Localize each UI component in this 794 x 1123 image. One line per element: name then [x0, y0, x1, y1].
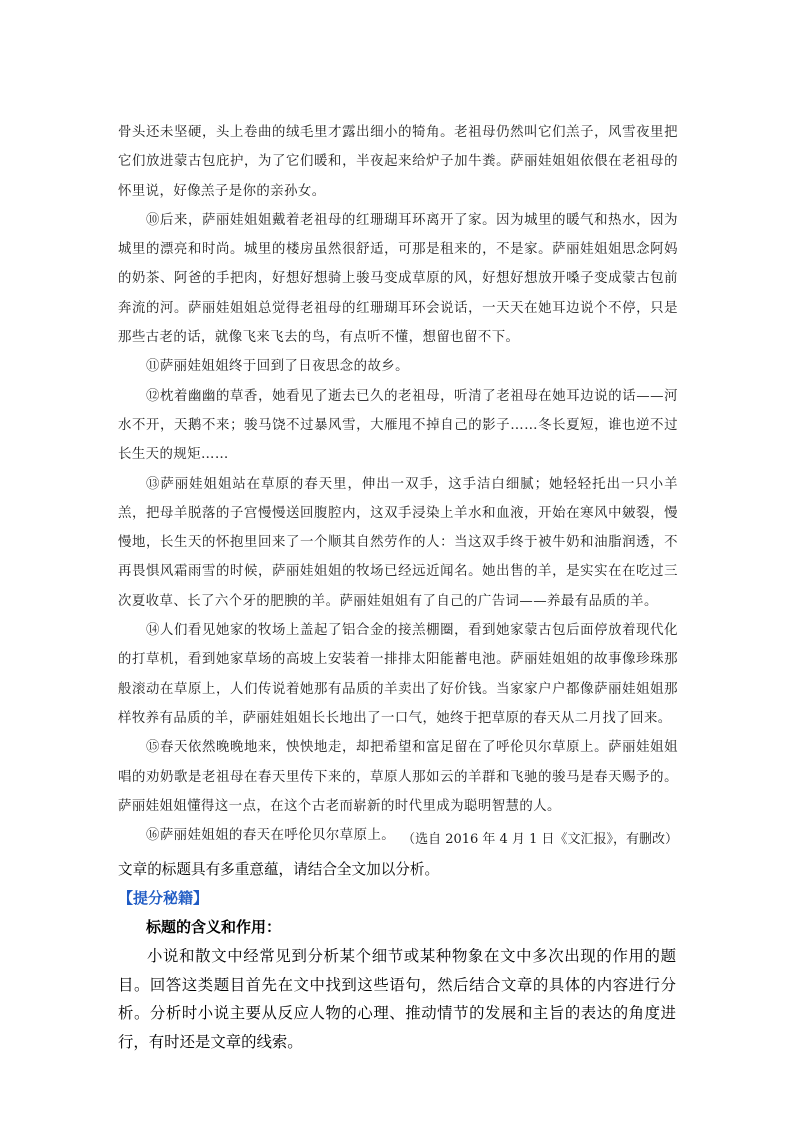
passage-paragraph-continued: 骨头还未坚硬，头上卷曲的绒毛里才露出细小的犄角。老祖母仍然叫它们羔子，风雪夜里把它们放进蒙古包庇护，为了它们暖和，半夜起来给炉子加牛粪。萨丽娃姐姐依偎在老祖母的怀里说，好像羔子是你的亲孙女。 [118, 125, 678, 199]
source-citation: （选自 2016 年 4 月 1 日《文汇报》，有删改） [402, 832, 678, 847]
question-text: 文章的标题具有多重意蕴，请结合全文加以分析。 [118, 861, 440, 878]
passage-paragraph-14: ⑭人们看见她家的牧场上盖起了铝合金的接羔棚圈，看到她家蒙古包后面停放着现代化的打草机，看到她家草场的高坡上安装着一排排太阳能蓄电池。萨丽娃姐姐的故事像珍珠那般滚动在草原上，人们传说着她那有品质的羊卖出了好价钱。当家家户户都像萨丽娃姐姐那样牧养有品质的羊，萨丽娃姐姐长长地出了一口气，她终于把草原的春天从二月找了回来。 [118, 623, 678, 726]
passage-paragraph-11: ⑪萨丽娃姐姐终于回到了日夜思念的故乡。 [146, 359, 409, 375]
passage-paragraph-16: ⑯萨丽娃姐姐的春天在呼伦贝尔草原上。 [146, 828, 396, 844]
passage-paragraph-10: ⑩后来，萨丽娃姐姐戴着老祖母的红珊瑚耳环离开了家。因为城里的暖气和热水，因为城里的漂亮和时尚。城里的楼房虽然很舒适，可那是租来的，不是家。萨丽娃姐姐思念阿妈的奶茶、阿爸的手把肉，好想好想骑上骏马变成草原的风，好想好想放开嗓子变成蒙古包前奔流的河。萨丽娃姐姐总觉得老祖母的红珊瑚耳环会说话，一天天在她耳边说个不停，只是那些古老的话，就像飞来飞去的鸟，有点听不懂，想留也留不下。 [118, 212, 678, 346]
tips-subheading: 标题的含义和作用： [146, 918, 282, 936]
passage-paragraph-15: ⑮春天依然晚晚地来，怏怏地走，却把希望和富足留在了呼伦贝尔草原上。萨丽娃姐姐唱的劝奶歌是老祖母在春天里传下来的，草原人那如云的羊群和飞驰的骏马是春天赐予的。萨丽娃姐姐懂得这一点，在这个古老而崭新的时代里成为聪明智慧的人。 [118, 740, 678, 814]
tips-body: 小说和散文中经常见到分析某个细节或某种物象在文中多次出现的作用的题目。回答这类题目首先在文中找到这些语句，然后结合文章的具体的内容进行分析。分析时小说主要从反应人物的心理、推动情节的发展和主旨的表达的角度进行，有时还是文章的线索。 [118, 947, 676, 1051]
tips-heading: 【提分秘籍】 [118, 889, 209, 907]
passage-paragraph-13: ⑬萨丽娃姐姐站在草原的春天里，伸出一双手，这手洁白细腻；她轻轻托出一只小羊羔，把母羊脱落的子宫慢慢送回腹腔内，这双手浸染上羊水和血液，开始在寒风中皴裂，慢慢地，长生天的怀抱里回来了一个顺其自然劳作的人：当这双手终于被牛奶和油脂润透，不再畏惧风霜雨雪的时候，萨丽娃姐姐的牧场已经远近闻名。她出售的羊，是实实在在吃过三次夏收草、长了六个牙的肥腴的羊。萨丽娃姐姐有了自己的广告词——养最有品质的羊。 [118, 476, 678, 609]
reading-passage [118, 118, 678, 850]
passage-paragraph-12: ⑫枕着幽幽的草香，她看见了逝去已久的老祖母，听清了老祖母在她耳边说的话——河水不开，天鹅不来；骏马饶不过暴风雪，大雁甩不掉自己的影子……冬长夏短，谁也逆不过长生天的规矩…… [118, 388, 678, 463]
